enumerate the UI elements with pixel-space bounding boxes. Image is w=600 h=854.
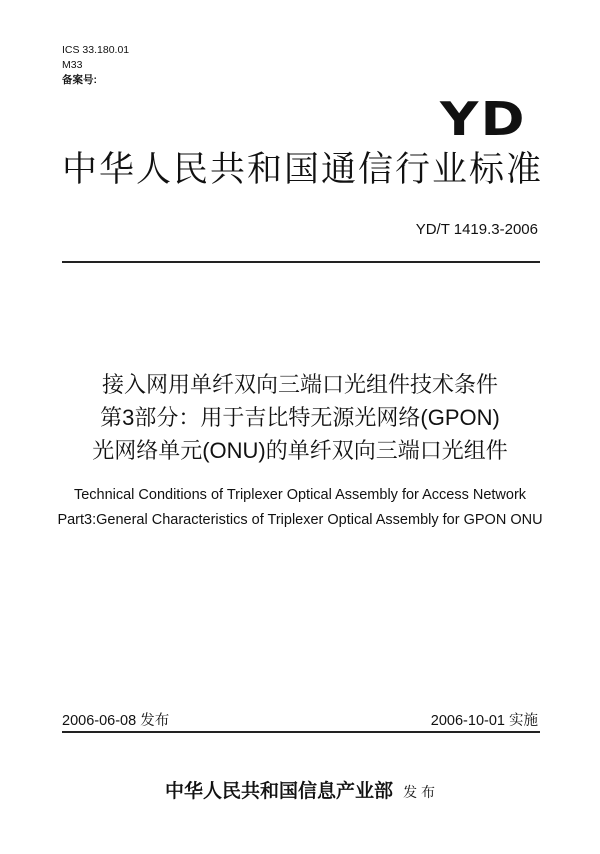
publisher-name: 中华人民共和国信息产业部	[165, 781, 394, 802]
bottom-divider	[62, 731, 540, 733]
title-line: Technical Conditions of Triplexer Optical Assembly for Access Network	[73, 487, 527, 503]
title-line: 接入网用单纤双向三端口光组件技术条件	[101, 372, 498, 397]
class-code: M33	[62, 59, 83, 71]
issue-date: 2006-06-08 发布	[62, 713, 170, 729]
title-line: 第3部分：用于吉比特无源光网络(GPON)	[100, 405, 500, 430]
record-number-label: 备案号:	[62, 74, 97, 86]
ics-code: ICS 33.180.01	[62, 44, 130, 56]
publish-verb: 发 布	[403, 784, 435, 800]
implement-date: 2006-10-01 实施	[430, 713, 538, 729]
english-title	[0, 483, 600, 533]
publisher	[0, 776, 600, 803]
top-divider	[62, 261, 540, 263]
yd-logo: YD	[440, 92, 527, 146]
title-line: Part3:General Characteristics of Triplexer Optical Assembly for GPON ONU	[57, 512, 543, 528]
chinese-title	[0, 368, 600, 467]
title-line: 光网络单元(ONU)的单纤双向三端口光组件	[92, 438, 508, 463]
standard-number: YD/T 1419.3-2006	[415, 221, 538, 238]
meta-info	[62, 43, 129, 88]
main-title: 中华人民共和国通信行业标准	[62, 150, 544, 189]
